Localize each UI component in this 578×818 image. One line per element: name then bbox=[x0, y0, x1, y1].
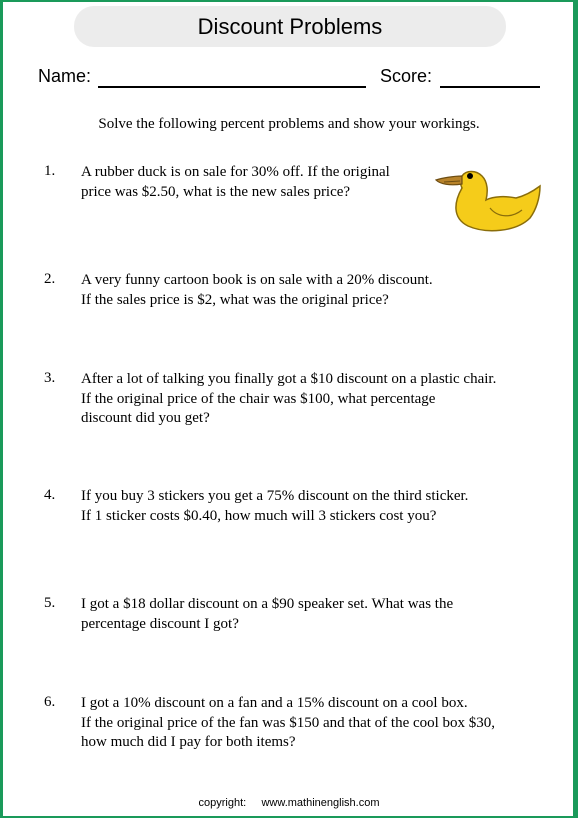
question-line: percentage discount I got? bbox=[81, 615, 239, 632]
copyright-link[interactable]: www.mathinenglish.com bbox=[261, 797, 380, 809]
question-line: discount did you get? bbox=[81, 410, 210, 426]
name-label: Name: bbox=[38, 66, 92, 86]
question-number: 2. bbox=[44, 271, 56, 287]
question-text bbox=[81, 595, 551, 634]
name-field[interactable] bbox=[98, 86, 366, 88]
question-line: If you buy 3 stickers you get a 75% discount on the third sticker. bbox=[81, 488, 469, 504]
copyright-footer bbox=[0, 797, 578, 809]
question-number: 3. bbox=[44, 370, 56, 386]
question-line: price was $2.50, what is the new sales price? bbox=[81, 183, 351, 200]
page-title: Discount Problems bbox=[197, 14, 383, 39]
question-line: A very funny cartoon book is on sale with a 20% discount. bbox=[81, 272, 433, 288]
score-label: Score: bbox=[380, 66, 433, 86]
question-text bbox=[81, 271, 551, 310]
question-line: If the sales price is $2, what was the original price? bbox=[81, 291, 389, 308]
question-line: I got a 10% discount on a fan and a 15% discount on a cool box. bbox=[81, 695, 468, 711]
question-text bbox=[81, 370, 551, 429]
question-number: 5. bbox=[44, 595, 56, 611]
question-line: If 1 sticker costs $0.40, how much will 3 stickers cost you? bbox=[81, 507, 437, 524]
copyright-label: copyright: bbox=[198, 797, 247, 809]
question-line: I got a $18 dollar discount on a $90 speaker set. What was the bbox=[81, 596, 454, 612]
question-line: A rubber duck is on sale for 30% off. If the original bbox=[81, 164, 390, 180]
question-number: 4. bbox=[44, 487, 56, 503]
instructions: Solve the following percent problems and show your workings. bbox=[98, 116, 480, 132]
question-line: After a lot of talking you finally got a $10 discount on a plastic chair. bbox=[81, 371, 497, 387]
question-number: 6. bbox=[44, 694, 56, 710]
question-line: If the original price of the chair was $100, what percentage bbox=[81, 390, 436, 407]
question-text bbox=[81, 694, 551, 753]
question-number: 1. bbox=[44, 163, 56, 179]
question-line: If the original price of the fan was $150 and that of the cool box $30, bbox=[81, 714, 496, 731]
rubber-duck-icon bbox=[432, 158, 542, 236]
score-field[interactable] bbox=[440, 86, 540, 88]
question-text bbox=[81, 487, 551, 526]
question-line: how much did I pay for both items? bbox=[81, 734, 296, 750]
